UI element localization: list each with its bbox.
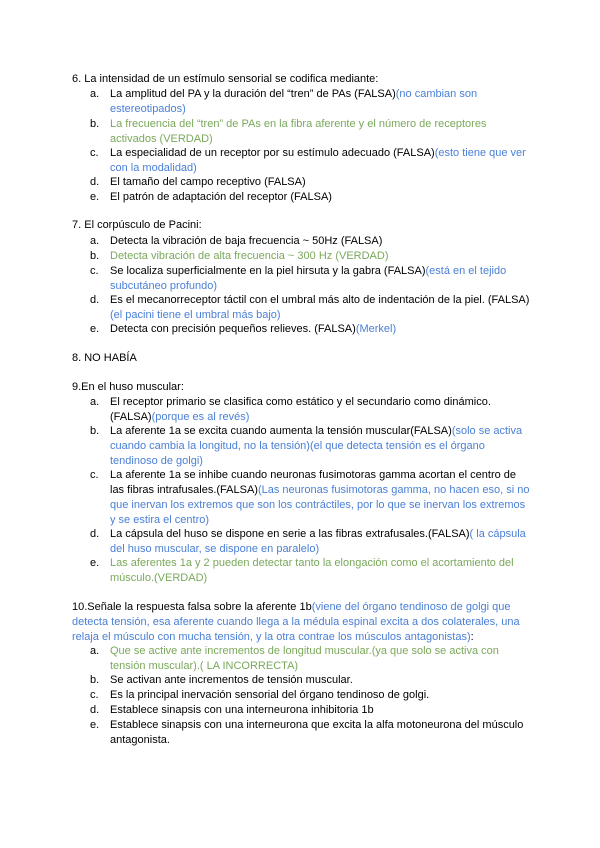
option-statement: Establece sinapsis con una interneurona inhibitoria 1b bbox=[110, 704, 374, 716]
option-text bbox=[110, 264, 530, 294]
option-note: (porque es al revés) bbox=[151, 411, 250, 423]
option-statement: La frecuencia del “tren” de PAs en la fibra aferente y el número de receptores activados (VERDAD) bbox=[110, 118, 487, 145]
option-statement: Es el mecanorreceptor táctil con el umbral más alto de indentación de la piel. (FALSA) bbox=[110, 294, 530, 306]
option-note: ( la cápsula del huso muscular, se dispone en paralelo) bbox=[110, 528, 526, 555]
option-note: (Las neuronas fusimotoras gamma, no hacen eso, si no que inervan los extremos que son los contráctiles, por lo que se inervan los extremos y se estira el centro) bbox=[110, 484, 530, 526]
option-letter: a. bbox=[90, 235, 100, 247]
option-text bbox=[110, 322, 530, 337]
option-statement: El tamaño del campo receptivo (FALSA) bbox=[110, 176, 306, 188]
option-statement: Las aferentes 1a y 2 pueden detectar tanto la elongación como el acortamiento del músculo.(VERDAD) bbox=[110, 557, 514, 584]
option-note: (esto tiene que ver con la modalidad) bbox=[110, 147, 526, 174]
option-statement: La amplitud del PA y la duración del “tren” de PAs (FALSA) bbox=[110, 88, 396, 100]
option-statement: La especialidad de un receptor por su estímulo adecuado (FALSA) bbox=[110, 147, 435, 159]
option-note: (el pacini tiene el umbral más bajo) bbox=[110, 309, 281, 321]
option-text bbox=[110, 395, 530, 425]
option-letter: c. bbox=[90, 689, 99, 701]
option-statement: La aferente 1a se excita cuando aumenta la tensión muscular(FALSA) bbox=[110, 425, 452, 437]
option-note: (solo se activa cuando cambia la longitud, no la tensión)(el que detecta tensión es el órgano tendinoso de golgi) bbox=[110, 425, 523, 467]
option-text bbox=[110, 527, 530, 557]
option-letter: b. bbox=[90, 118, 100, 130]
option-text bbox=[110, 146, 530, 176]
option-letter: d. bbox=[90, 294, 100, 306]
question-10-title-text: 10.Señale la respuesta falsa sobre la aferente 1b bbox=[72, 601, 312, 613]
option-statement: Detecta con precisión pequeños relieves. (FALSA) bbox=[110, 323, 356, 335]
option-letter: e. bbox=[90, 557, 100, 569]
option-letter: c. bbox=[90, 469, 99, 481]
question-10-title bbox=[72, 600, 532, 645]
option-letter: b. bbox=[90, 674, 100, 686]
option-letter: e. bbox=[90, 191, 100, 203]
option-text bbox=[110, 424, 530, 469]
option-letter: b. bbox=[90, 250, 100, 262]
option-statement: Detecta la vibración de baja frecuencia ~ 50Hz (FALSA) bbox=[110, 235, 383, 247]
option-statement: Es la principal inervación sensorial del órgano tendinoso de golgi. bbox=[110, 689, 430, 701]
option-letter: a. bbox=[90, 88, 100, 100]
option-note: (Merkel) bbox=[355, 323, 397, 335]
option-text bbox=[110, 293, 530, 323]
question-10-title-end: : bbox=[470, 631, 474, 643]
option-letter: a. bbox=[90, 645, 100, 657]
option-note: (no cambian son estereotipados) bbox=[110, 88, 478, 115]
option-statement: Que se active ante incrementos de longitud muscular.(ya que solo se activa con tensión muscular).( LA INCORRECTA) bbox=[110, 645, 499, 672]
option-statement: Detecta vibración de alta frecuencia ~ 300 Hz (VERDAD) bbox=[110, 250, 389, 262]
option-letter: d. bbox=[90, 528, 100, 540]
option-statement: Se localiza superficialmente en la piel hirsuta y la gabra (FALSA) bbox=[110, 265, 426, 277]
option-statement: Establece sinapsis con una interneurona que excita la alfa motoneurona del músculo antagonista. bbox=[110, 719, 524, 746]
option-text bbox=[110, 87, 530, 117]
question-9-title: 9.En el huso muscular: bbox=[72, 381, 184, 393]
option-statement: La cápsula del huso se dispone en serie a las fibras extrafusales.(FALSA) bbox=[110, 528, 470, 540]
option-letter: d. bbox=[90, 704, 100, 716]
option-letter: b. bbox=[90, 425, 100, 437]
option-text bbox=[110, 468, 530, 528]
option-letter: d. bbox=[90, 176, 100, 188]
option-letter: c. bbox=[90, 265, 99, 277]
question-10-title-note: (viene del órgano tendinoso de golgi que detecta tensión, esa aferente cuando llega a la médula espinal excita a dos colaterales, una relaja el músculo con mucha tensión, y la otra contrae los músculos antagonistas) bbox=[72, 601, 520, 643]
option-statement: El receptor primario se clasifica como estático y el secundario como dinámico.(FALSA) bbox=[110, 396, 491, 423]
question-8-title: 8. NO HABÍA bbox=[72, 352, 137, 364]
option-letter: e. bbox=[90, 719, 100, 731]
option-statement: El patrón de adaptación del receptor (FALSA) bbox=[110, 191, 332, 203]
question-6-title: 6. La intensidad de un estímulo sensorial se codifica mediante: bbox=[72, 73, 379, 85]
option-statement: Se activan ante incrementos de tensión muscular. bbox=[110, 674, 353, 686]
question-7-title: 7. El corpúsculo de Pacini: bbox=[72, 219, 202, 231]
option-statement: La aferente 1a se inhibe cuando neuronas fusimotoras gamma acortan el centro de las fibras intrafusales.(FALSA) bbox=[110, 469, 517, 496]
option-letter: c. bbox=[90, 147, 99, 159]
option-letter: e. bbox=[90, 323, 100, 335]
option-letter: a. bbox=[90, 396, 100, 408]
option-note: (está en el tejido subcutáneo profundo) bbox=[110, 265, 507, 292]
